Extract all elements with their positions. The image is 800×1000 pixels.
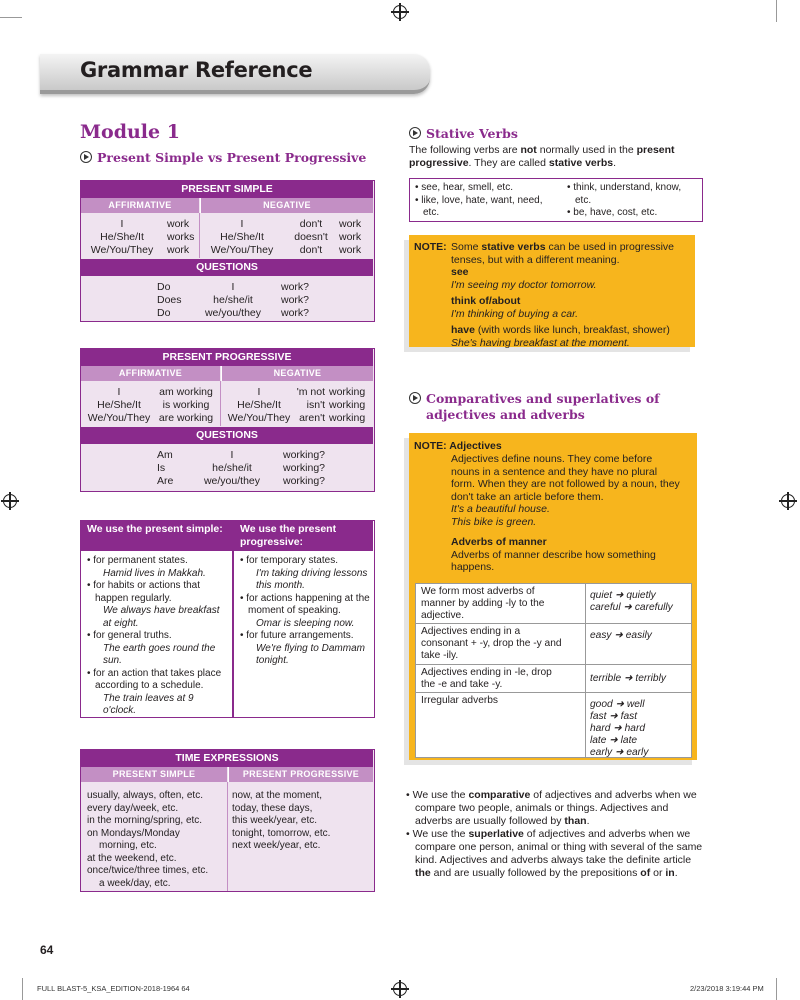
q-aux: Am Is Are: [157, 449, 174, 487]
list-item: • for permanent states. Hamid lives in Makkah.: [87, 555, 206, 579]
neg-subjects: I He/She/It We/You/They: [227, 386, 291, 424]
uses-simple-list: [83, 555, 232, 718]
aff-verbs: work works work: [167, 218, 195, 256]
present-progressive-table: [80, 348, 375, 492]
q-aux: Do Does Do: [157, 281, 182, 319]
note-content: Adjectives define nouns. They come before nouns in a sentence and they have no plural form. When they are not followed by a noun, they don't take an article before them. It's a beautiful house. This bike is green. Adverbs of manner Adverbs of manner describe how something happens.: [451, 453, 680, 573]
neg-aux: don't doesn't don't: [294, 218, 328, 256]
registration-mark-top: [393, 5, 407, 19]
registration-mark-left: [3, 494, 17, 508]
questions-header: QUESTIONS: [81, 259, 373, 276]
table-row: Adjectives ending in -le, drop the -e and take -y. terrible ➜ terribly: [416, 665, 691, 693]
neg-aux: 'm not isn't aren't: [296, 386, 325, 424]
table-header: PRESENT SIMPLE: [81, 181, 373, 198]
page-number: 64: [40, 943, 54, 957]
list-item: • for an action that takes place according to a schedule. The train leaves at 9 o'clock.: [87, 667, 222, 716]
play-icon[interactable]: [409, 127, 421, 139]
note-label: NOTE:: [414, 241, 447, 253]
arrow-icon: ➜: [615, 699, 625, 710]
table-header: PRESENT PROGRESSIVE: [81, 349, 373, 366]
comparatives-title: Comparatives and superlatives of adjectives and adverbs: [409, 391, 709, 423]
crop-line: [776, 978, 777, 1000]
registration-mark-bottom: [393, 982, 407, 996]
negative-label: NEGATIVE: [221, 366, 373, 381]
arrow-icon: ➜: [623, 602, 632, 613]
q-verbs: work? work? work?: [281, 281, 310, 319]
table-row: We form most adverbs of manner by adding -ly to the adjective. quiet ➜ quietly careful ➜ carefully: [416, 584, 691, 624]
time-simple-list: usually, always, often, etc. every day/week, etc. in the morning/spring, etc. on Mondays/Monday morning, etc. at the weekend, etc. once/twice/three times, etc. a week/day, etc.: [87, 790, 209, 889]
list-item: • for temporary states. I'm taking driving lessons this month.: [240, 555, 368, 591]
play-icon[interactable]: [409, 392, 421, 404]
time-progressive-label: PRESENT PROGRESSIVE: [228, 767, 373, 782]
stative-verbs-title: Stative Verbs: [409, 126, 518, 142]
page-title: Grammar Reference: [80, 58, 313, 82]
comparative-bullets: [406, 789, 704, 881]
list-item: • for actions happening at the moment of speaking. Omar is sleeping now.: [240, 592, 370, 629]
affirmative-label: AFFIRMATIVE: [81, 198, 199, 213]
table-row: Irregular adverbs good ➜ well fast ➜ fast hard ➜ hard late ➜ late early ➜ early: [416, 693, 691, 757]
column-divider: [199, 213, 200, 258]
neg-verbs: work work work: [339, 218, 362, 256]
registration-mark-right: [781, 494, 795, 508]
q-verbs: working? working? working?: [283, 449, 326, 487]
column-divider: [227, 782, 228, 891]
play-icon[interactable]: [80, 151, 92, 163]
adverbs-table: [415, 583, 692, 758]
list-item: • for general truths. The earth goes round the sun.: [87, 630, 216, 666]
list-item: • We use the comparative of adjectives and adverbs when we compare two people, animals or things. Adjectives and adverbs are usually followed by than.: [406, 789, 697, 827]
uses-box: [80, 520, 375, 718]
stative-left: • see, hear, smell, etc. • like, love, hate, want, need, etc.: [415, 182, 543, 218]
q-subjects: I he/she/it we/you/they: [204, 281, 262, 319]
neg-verbs: working working working: [329, 386, 366, 424]
time-progressive-list: now, at the moment, today, these days, this week/year, etc. tonight, tomorrow, etc. next week/year, etc.: [232, 790, 331, 851]
stative-intro: The following verbs are not normally used in the present progressive. They are called stative verbs.: [409, 144, 675, 169]
list-item: • for future arrangements. We're flying to Dammam tonight.: [240, 630, 365, 666]
questions-header: QUESTIONS: [81, 427, 373, 444]
present-simple-table: [80, 180, 375, 322]
uses-simple-header: We use the present simple:: [81, 521, 232, 551]
list-item: • We use the superlative of adjectives and adverbs when we compare one person, animal or thing with several of the same kind. Adjectives and adverbs always take the definite article the and are usually followed by the prepositions of or in.: [406, 828, 703, 879]
stative-verbs-box: [409, 178, 703, 222]
arrow-icon: ➜: [613, 723, 622, 734]
footer-right: 2/23/2018 3:19:44 PM: [690, 984, 764, 993]
arrow-icon: ➜: [609, 711, 618, 722]
aff-subjects: I He/She/It We/You/They: [90, 218, 154, 256]
arrow-icon: ➜: [614, 747, 624, 758]
crop-line: [0, 17, 22, 18]
time-expressions-table: [80, 749, 375, 892]
uses-progressive-list: [236, 555, 374, 668]
stative-right: • think, understand, know, etc. • be, have, cost, etc.: [567, 182, 682, 218]
table-header: TIME EXPRESSIONS: [81, 750, 373, 767]
affirmative-label: AFFIRMATIVE: [81, 366, 220, 381]
table-row: Adjectives ending in a consonant + -y, drop the -y and take -ily. easy ➜ easily: [416, 624, 691, 665]
arrow-icon: ➜: [614, 630, 623, 641]
aff-subjects: I He/She/It We/You/They: [87, 386, 151, 424]
uses-progressive-header: We use the present progressive:: [234, 521, 373, 551]
time-simple-label: PRESENT SIMPLE: [81, 767, 227, 782]
module-title: Module 1: [80, 121, 180, 143]
list-item: • for habits or actions that happen regularly. We always have breakfast at eight.: [87, 580, 220, 629]
stative-note: [409, 235, 695, 347]
arrow-icon: ➜: [623, 673, 633, 684]
footer-left: FULL BLAST-5_KSA_EDITION-2018-1964 64: [37, 984, 190, 993]
neg-subjects: I He/She/It We/You/They: [210, 218, 274, 256]
note-content: Some stative verbs can be used in progressive tenses, but with a different meaning. see I'm seeing my doctor tomorrow. think of/about I'm thinking of buying a car. have (with words like lunch, breakfast, shower) She's having breakfast at the moment.: [451, 241, 674, 349]
note-label: NOTE: Adjectives: [414, 440, 502, 452]
crop-line: [776, 0, 777, 22]
arrow-icon: ➜: [609, 735, 618, 746]
aff-verbs: am working is working are working: [158, 386, 214, 424]
q-subjects: I he/she/it we/you/they: [203, 449, 261, 487]
arrow-icon: ➜: [614, 590, 624, 601]
uses-divider: [232, 521, 234, 717]
crop-line: [22, 978, 23, 1000]
negative-label: NEGATIVE: [200, 198, 373, 213]
section-present-title: Present Simple vs Present Progressive: [80, 150, 366, 166]
